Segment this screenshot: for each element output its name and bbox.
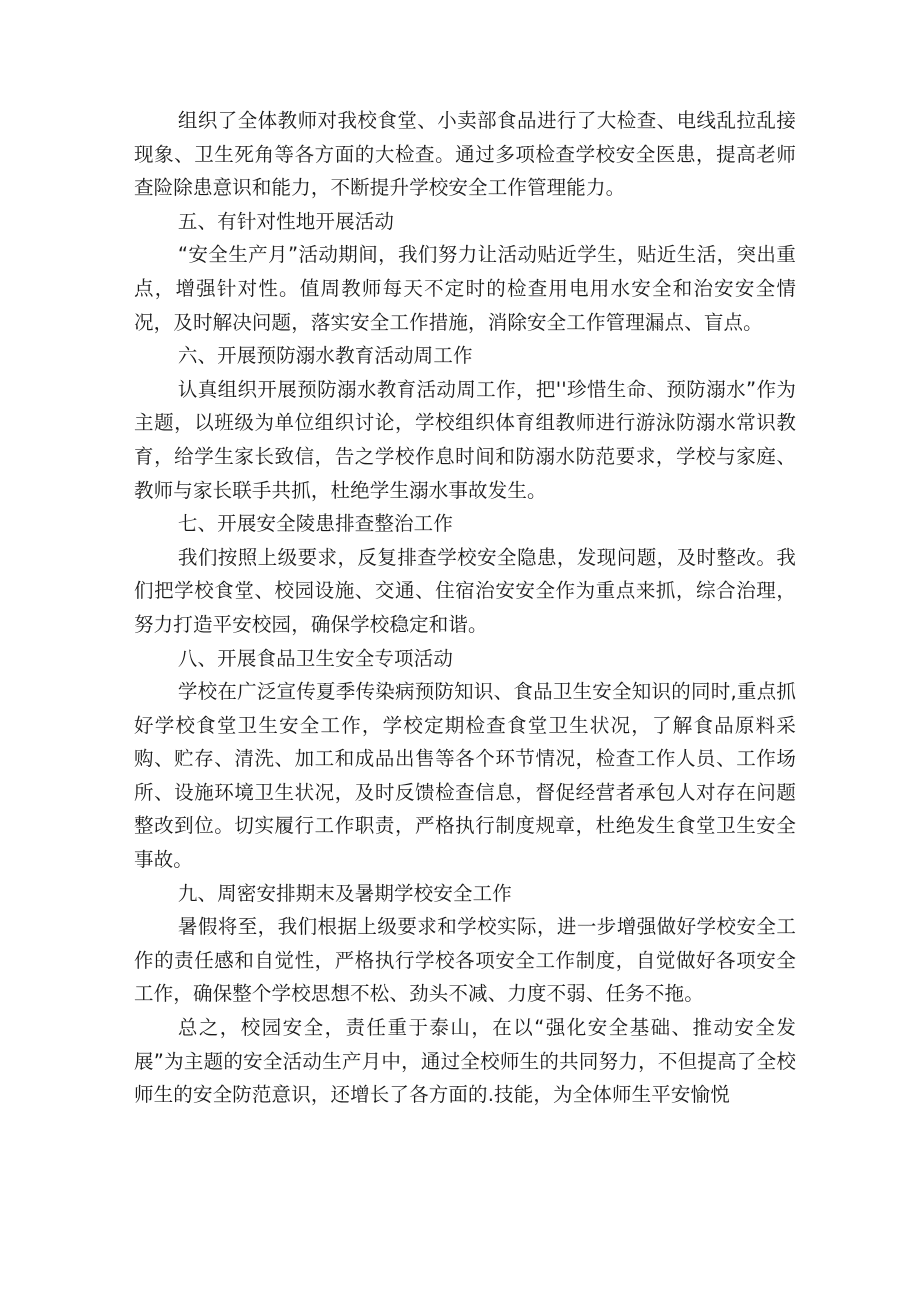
paragraph-food-safety: 学校在广泛宣传夏季传染病预防知识、食品卫生安全知识的同时,重点抓好学校食堂卫生安全工作，学校定期检查食堂卫生状况，了解食品原料采购、贮存、清洗、加工和成品出售等各个环节情况，检查工作人员、工作场所、设施环境卫生状况，及时反馈检查信息，督促经营者承包人对存在问题整改到位。切实履行工作职责，严格执行制度规章，杜绝发生食堂卫生安全事故。 [134,680,796,872]
section-heading-5: 五、有针对性地开展活动 [177,209,395,233]
section-heading-8: 八、开展食品卫生安全专项活动 [177,646,453,670]
section-heading-9: 九、周密安排期末及暑期学校安全工作 [177,881,512,905]
document-body [134,104,796,1112]
paragraph-inspection: 组织了全体教师对我校食堂、小卖部食品进行了大检查、电线乱拉乱接现象、卫生死角等各方面的大检查。通过多项检查学校安全医患，提高老师查险除患意识和能力，不断提升学校安全工作管理能力。 [134,109,796,200]
section-heading-7: 七、开展安全陵患排查整治工作 [177,512,453,536]
paragraph-conclusion: 总之，校园安全，责任重于泰山，在以“强化安全基础、推动安全发展”为主题的安全活动生产月中，通过全校师生的共同努力，不但提高了全校师生的安全防范意识，还增长了各方面的.技能，为全体师生平安愉悦 [134,1016,796,1107]
paragraph-safety-month: “安全生产月”活动期间，我们努力让活动贴近学生，贴近生活，突出重点，增强针对性。值周教师每天不定时的检查用电用水安全和治安安全情况，及时解决问题，落实安全工作措施，消除安全工作管理漏点、盲点。 [134,243,796,334]
section-heading-6: 六、开展预防溺水教育活动周工作 [177,344,473,368]
paragraph-drowning-prevention: 认真组织开展预防溺水教育活动周工作，把''珍惜生命、预防溺水”作为主题，以班级为单位组织讨论，学校组织体育组教师进行游泳防溺水常识教育，给学生家长致信，告之学校作息时间和防溺水防范要求，学校与家庭、教师与家长联手共抓，杜绝学生溺水事故发生。 [134,377,796,502]
paragraph-hazard-check: 我们按照上级要求，反复排查学校安全隐患，发现问题，及时整改。我们把学校食堂、校园设施、交通、住宿治安安全作为重点来抓，综合治理，努力打造平安校园，确保学校稳定和谐。 [134,545,796,636]
paragraph-summer-safety: 暑假将至，我们根据上级要求和学校实际，进一步增强做好学校安全工作的责任感和自觉性，严格执行学校各项安全工作制度，自觉做好各项安全工作，确保整个学校思想不松、劲头不减、力度不弱、任务不拖。 [134,915,796,1006]
